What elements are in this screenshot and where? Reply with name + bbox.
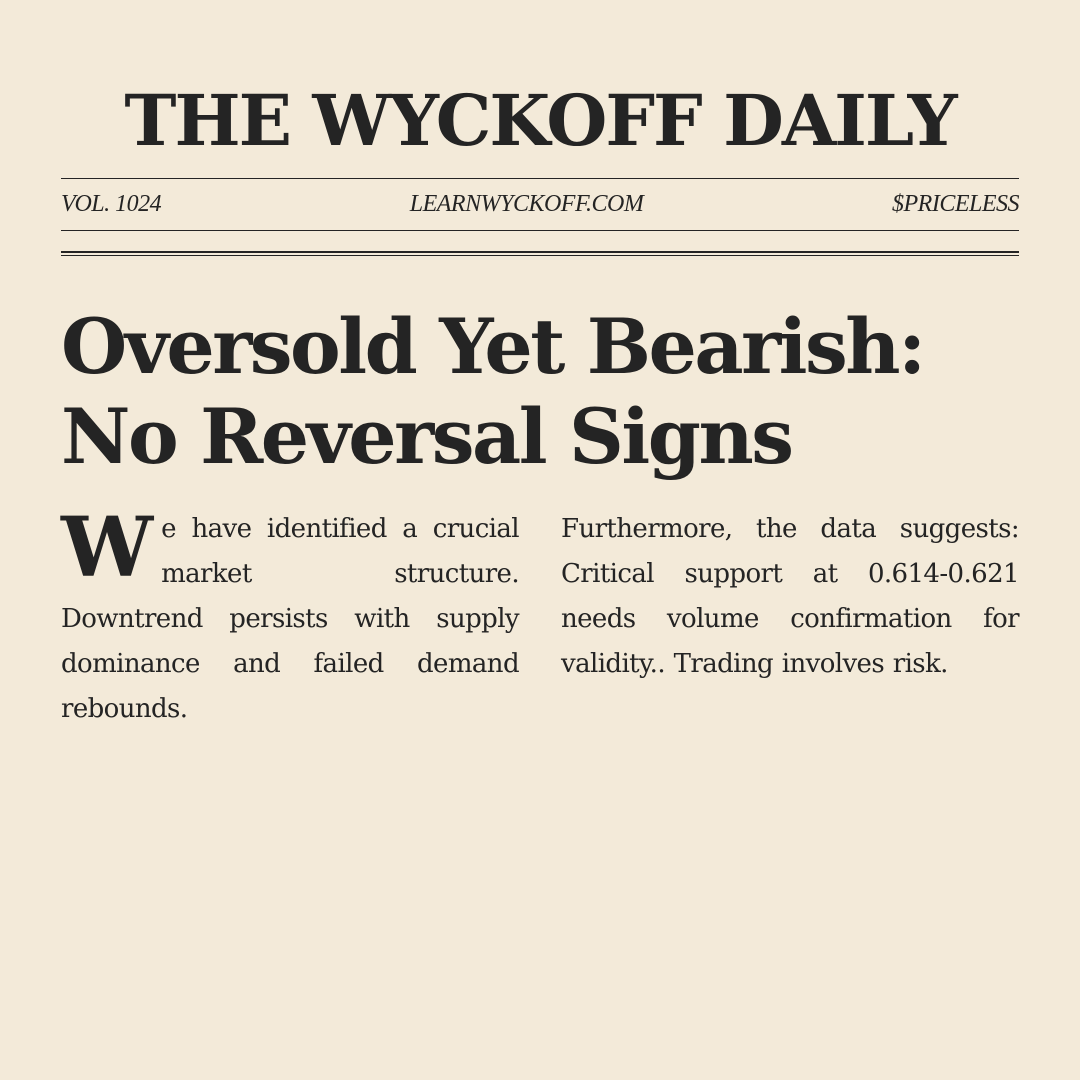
- masthead-title: THE WYCKOFF DAILY: [124, 79, 956, 162]
- article-headline: [61, 302, 1019, 482]
- newspaper-page: [61, 0, 1019, 1080]
- website-label: LEARNWYCKOFF.COM: [409, 190, 644, 217]
- volume-label: VOL. 1024: [61, 190, 162, 217]
- article-column-2: [561, 507, 1019, 732]
- headline-line-1: Oversold Yet Bearish:: [61, 302, 924, 391]
- info-bar-divider: [61, 230, 1019, 231]
- column-2-text: Furthermore, the data suggests: Critical support at 0.614-0.621 needs volume confirmation for validity.. Trading involves risk.: [561, 514, 1019, 679]
- info-bar: [61, 188, 1019, 220]
- price-label: $PRICELESS: [892, 190, 1019, 217]
- headline-line-2: No Reversal Signs: [61, 392, 792, 481]
- article-body: [61, 500, 1019, 732]
- top-divider: [61, 178, 1019, 179]
- article-column-1: [61, 500, 519, 732]
- double-rule-upper: [61, 251, 1019, 253]
- double-rule-lower: [61, 255, 1019, 256]
- drop-cap: W: [61, 500, 152, 596]
- column-1-text: e have identified a crucial market structure. Downtrend persists with supply dominance and failed demand rebounds.: [61, 514, 519, 724]
